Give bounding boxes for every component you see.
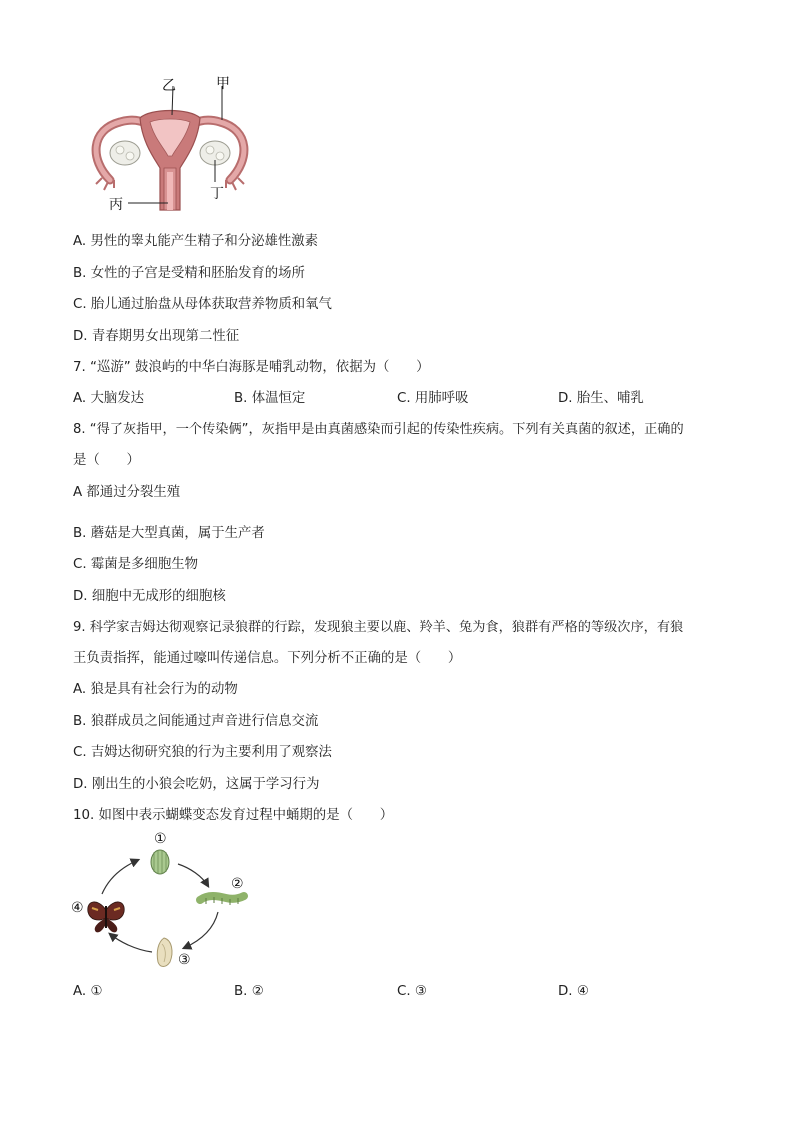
q9-option-b: B. 狼群成员之间能通过声音进行信息交流 <box>73 714 319 729</box>
q10-stem: 10. 如图中表示蝴蝶变态发育过程中蛹期的是（ ） <box>73 808 394 823</box>
q8-option-a: A 都通过分裂生殖 <box>73 485 181 500</box>
lifecycle-label-2: ② <box>231 876 244 892</box>
q7-option-d: D. 胎生、哺乳 <box>558 391 644 406</box>
q6-option-c: C. 胎儿通过胎盘从母体获取营养物质和氧气 <box>73 297 332 312</box>
q6-option-d: D. 青春期男女出现第二性征 <box>73 329 240 344</box>
q10-option-c: C. ③ <box>397 984 427 999</box>
lifecycle-label-3: ③ <box>178 952 191 968</box>
q6-option-a: A. 男性的睾丸能产生精子和分泌雄性激素 <box>73 234 319 249</box>
q10-option-a: A. ① <box>73 984 103 999</box>
butterfly-icon <box>88 902 124 932</box>
pupa-icon <box>157 938 172 967</box>
q8-option-d: D. 细胞中无成形的细胞核 <box>73 589 226 604</box>
caterpillar-icon <box>200 896 244 905</box>
q8-stem-line1: 8. “得了灰指甲，一个传染俩”，灰指甲是由真菌感染而引起的传染性疾病。下列有关真菌的叙述，正确的 <box>73 422 684 437</box>
q10-option-d: D. ④ <box>558 984 589 999</box>
butterfly-lifecycle-figure <box>68 828 268 978</box>
q8-option-c: C. 霉菌是多细胞生物 <box>73 557 198 572</box>
lifecycle-label-1: ① <box>154 831 167 847</box>
q7-stem: 7. “巡游” 鼓浪屿的中华白海豚是哺乳动物，依据为（ ） <box>73 360 430 375</box>
q7-option-c: C. 用肺呼吸 <box>397 391 469 406</box>
q9-option-d: D. 刚出生的小狼会吃奶，这属于学习行为 <box>73 777 320 792</box>
q10-option-b: B. ② <box>234 984 264 999</box>
q9-stem-line1: 9. 科学家吉姆达彻观察记录狼群的行踪，发现狼主要以鹿、羚羊、兔为食，狼群有严格的等级次序，有狼 <box>73 620 684 635</box>
q7-option-a: A. 大脑发达 <box>73 391 144 406</box>
egg-icon <box>151 850 169 874</box>
label-bing: 丙 <box>109 197 123 213</box>
q6-option-b: B. 女性的子宫是受精和胚胎发育的场所 <box>73 266 305 281</box>
q9-option-c: C. 吉姆达彻研究狼的行为主要利用了观察法 <box>73 745 332 760</box>
lifecycle-label-4: ④ <box>71 900 84 916</box>
reproductive-system-figure <box>80 70 260 220</box>
label-jia: 甲 <box>216 76 230 92</box>
q8-option-b: B. 蘑菇是大型真菌，属于生产者 <box>73 526 265 541</box>
q8-stem-line2: 是（ ） <box>73 453 140 468</box>
q9-option-a: A. 狼是具有社会行为的动物 <box>73 682 238 697</box>
label-yi: 乙 <box>162 78 176 94</box>
lifecycle-illustration <box>68 828 268 978</box>
label-ding: 丁 <box>210 186 224 202</box>
q9-stem-line2: 王负责指挥，能通过嚎叫传递信息。下列分析不正确的是（ ） <box>73 651 462 666</box>
q7-option-b: B. 体温恒定 <box>234 391 306 406</box>
